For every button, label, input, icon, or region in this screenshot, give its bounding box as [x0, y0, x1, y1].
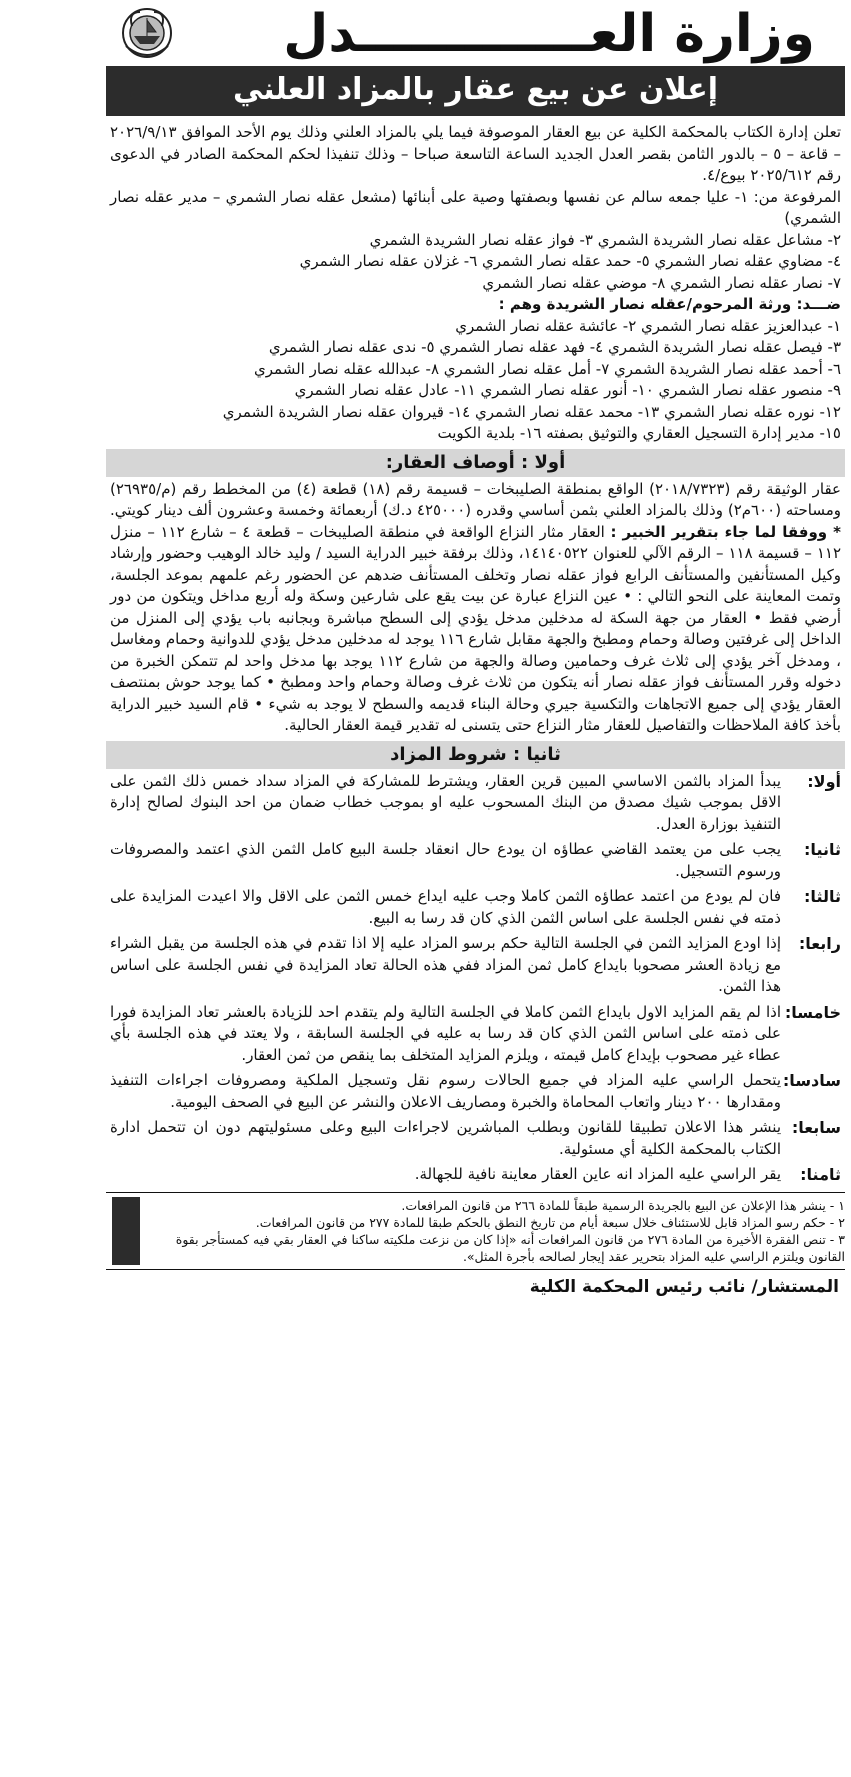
party-line: ٩- منصور عقله نصار الشمري ١٠- أنور عقله نصار الشمري ١١- عادل عقله نصار الشمري	[294, 381, 841, 399]
condition-text: ينشر هذا الاعلان تطبيقا للقانون وبطلب المباشرين لاجراءات البيع وعلى مسئوليتهم دون ان تتحمل ادارة الكتاب بالمحكمة الكلية أي مسئولية.	[110, 1118, 781, 1158]
condition-label: ثانيا:	[804, 840, 841, 859]
kuwait-emblem-icon	[118, 6, 176, 68]
section-heading-conditions: ثانيا : شروط المزاد	[106, 741, 845, 769]
signature: المستشار/ نائب رئيس المحكمة الكلية	[529, 1276, 839, 1297]
note-item: ١ - ينشر هذا الإعلان عن البيع بالجريدة الرسمية طبقاً للمادة ٢٦٦ من قانون المرافعات.	[401, 1197, 845, 1213]
ministry-name: وزارة العـــــــــــــدل	[283, 4, 815, 64]
party-line: ٢- مشاعل عقله نصار الشريدة الشمري ٣- فواز عقله نصار الشريدة الشمري	[369, 230, 841, 249]
notes-list	[140, 1197, 845, 1265]
party-line: ٣- فيصل عقله نصار الشريدة الشمري ٤- فهد عقله نصار الشمري ٥- ندى عقله نصار الشمري	[268, 338, 841, 356]
defendants-heading: ضـــد: ورثة المرحوم/عقله نصار الشريدة وهم :	[498, 295, 841, 313]
section-heading-description: أولا : أوصاف العقار:	[106, 449, 845, 477]
party-line: ٤- مضاوي عقله نصار الشمري ٥- حمد عقله نصار الشمري ٦- غزلان عقله نصار الشمري	[299, 252, 841, 270]
condition-text: فان لم يودع من اعتمد عطاؤه الثمن كاملا وجب عليه ايداع خمس الثمن على الاقل والا اعيدت المزايدة على ذمته في نفس الجلسة على اساس الثمن الذي كان قد رسا به البيع.	[110, 887, 781, 927]
note-item: ٣ - تنص الفقرة الأخيرة من المادة ٢٧٦ من قانون المرافعات أنه «إذا كان من نزعت ملكيته ساكنا في العقار بقي فيه كمستأجر بقوة القانون ويلتزم الراسي عليه المزاد بتحرير عقد إيجار لصالحه بأجرة المثل».	[175, 1231, 845, 1264]
property-description	[106, 479, 845, 737]
conditions-list	[106, 771, 845, 1186]
condition-item	[106, 886, 845, 929]
condition-label: أولا:	[807, 771, 841, 791]
plaintiffs: المرفوعة من: ١- عليا جمعه سالم عن نفسها وبصفتها وصية على أبنائها (مشعل عقله نصار الشمري – مدير عقله نصار الشمري)	[110, 187, 841, 227]
condition-item	[106, 771, 845, 836]
condition-text: يقر الراسي عليه المزاد انه عاين العقار معاينة نافية للجهالة.	[414, 1165, 781, 1183]
condition-item	[106, 1002, 845, 1067]
condition-label: سابعا:	[791, 1118, 841, 1137]
condition-text: اذا لم يقم المزايد الاول بايداع الثمن كاملا في الجلسة التالية ولم يتقدم احد للزيادة بالعشر تعاد المزايدة فورا على ذمته على اساس الثمن الذي كان قد رسا به عليه في الجلسة السابقة ، ولا يعتد في هذه الجلسة بأي عطاء غير مصحوب بإيداع كامل قيمته ، ويلزم المزايد المتخلف بما ينقص من ثمن العقار.	[110, 1002, 781, 1064]
announcement-page	[100, 0, 851, 1777]
intro-block	[106, 122, 845, 445]
condition-label: ثامنا:	[800, 1165, 841, 1184]
expert-report-label: * ووفقا لما جاء بتقرير الخبير :	[610, 522, 841, 541]
legal-notes	[106, 1192, 845, 1270]
condition-item	[106, 1070, 845, 1113]
condition-label: ثالثا:	[804, 887, 841, 906]
condition-item	[106, 933, 845, 998]
condition-label: رابعا:	[798, 934, 841, 953]
condition-text: يتحمل الراسي عليه المزاد في جميع الحالات رسوم نقل وتسجيل الملكية ومصروفات اجراءات التنفيذ ومقدارها ٢٠٠ دينار واتعاب المحاماة والخبرة ومصاريف الاعلان والنشر عن البيع في الصحف اليومية.	[110, 1071, 781, 1111]
condition-text: يجب على من يعتمد القاضي عطاؤه ان يودع حال انعقاد جلسة البيع كامل الثمن الذي اعتمد والمصروفات ورسوم التسجيل.	[110, 840, 781, 880]
party-line: ٧- نصار عقله نصار الشمري ٨- موضي عقله نصار الشمري	[482, 273, 841, 292]
condition-item	[106, 1117, 845, 1160]
condition-text: إذا اودع المزايد الثمن في الجلسة التالية حكم برسو المزاد عليه إلا اذا تقدم في هذه الجلسة من يقبل الشراء مع زيادة العشر مصحوبا بايداع كامل ثمن المزاد ففي هذه الحالة تعاد المزايدة في نفس الجلسة على اساس هذا الثمن.	[110, 934, 781, 995]
party-line: ١٢- نوره عقله نصار الشمري ١٣- محمد عقله نصار الشمري ١٤- قيروان عقله نصار الشريدة الشمري	[222, 402, 841, 421]
condition-text: يبدأ المزاد بالثمن الاساسي المبين قرين العقار، ويشترط للمشاركة في المزاد سداد خمس ذلك الثمن على الاقل بموجب شيك مصدق من البنك المسحوب عليه او بموجب خطاب ضمان من احد البنوك لصالح إدارة التنفيذ بوزارة العدل.	[110, 771, 781, 833]
condition-item	[106, 839, 845, 882]
party-line: ٦- أحمد عقله نصار الشريدة الشمري ٧- أمل عقله نصار الشمري ٨- عبدالله عقله نصار الشمري	[254, 359, 841, 378]
note-item: ٢ - حكم رسو المزاد قابل للاستئناف خلال سبعة أيام من تاريخ النطق بالحكم طبقا للمادة ٢٧٧ من قانون المرافعات.	[255, 1214, 845, 1230]
masthead	[106, 0, 845, 66]
condition-label: خامسا:	[784, 1002, 841, 1022]
intro-text: تعلن إدارة الكتاب بالمحكمة الكلية عن بيع العقار الموصوفة فيما يلي بالمزاد العلني وذلك يوم الأحد الموافق ٢٠٢٦/٩/١٣ – قاعة – ٥ – بالدور الثامن بقصر العدل الجديد الساعة التاسعة صباحا – وذلك تنفيذا لحكم المحكمة الصادر في الدعوى رقم ٢٠٢٥/٦١٢ بيوع/٤.	[110, 123, 841, 184]
expert-report-text: العقار مثار النزاع الواقعة في منطقة الصليبخات – قطعة ٤ – شارع ١١٢ – منزل ١١٢ – قسيمة ١١٨ – الرقم الآلي للعنوان ١٤١٤٠٥٢٢، وذلك برفقة خبير الدراية السيد / وليد خالد الوهيب وحضور وإرشاد وكيل المستأنفين والمستأنف الرابع فواز عقله نصار وتخلف المستأنف ضدهم عن الحضور رغم علمهم بموعد الجلسة، وتمت المعاينة على النحو التالي : • عين النزاع عبارة عن بيت يقع على شارعين وسكة وله أربع مداخل ويتكون من دور أرضي فقط • العقار من جهة السكة له مدخلين مدخل يؤدي إلى السطح مباشرة وبجانبه باب يؤدي إلى المنزل من الداخل إلى غرفتين وصالة وحمام ومطبخ والجهة مقابل شارع ١١٦ يوجد له مدخلين مدخل يؤدي للدوانية وحمام ومغاسل ، ومدخل آخر يؤدي إلى ثلاث غرف وحمامين وصالة والجهة من شارع ١١٢ يوجد بها مدخل واحد لم تتمكن الخبرة من دخوله وقرر المستأنف فواز عقله نصار أنه يتكون من ثلاث غرف وصالة وحمام واحد ومطبخ • كما يوجد حوش بمنتصف العقار يؤدي إلى جميع الاتجاهات والتكسية جيري وحالة البناء قديمه والسطح لا يوجد به شيء • قام السيد خبير الدراية بأخذ كافة الملاحظات والتفاصيل للعقار مثار النزاع حتى يتسنى له تقدير قيمة العقار الحالية.	[110, 522, 841, 734]
party-line: ١٥- مدير إدارة التسجيل العقاري والتوثيق بصفته ١٦- بلدية الكويت	[437, 424, 841, 442]
party-line: ١- عبدالعزيز عقله نصار الشمري ٢- عائشة عقله نصار الشمري	[455, 316, 841, 335]
condition-label: سادسا:	[782, 1071, 841, 1090]
announcement-title: إعلان عن بيع عقار بالمزاد العلني	[106, 66, 845, 116]
notes-side-bar	[112, 1197, 140, 1265]
condition-item	[106, 1164, 845, 1186]
property-text: عقار الوثيقة رقم (٢٠١٨/٧٣٢٣) الواقع بمنطقة الصليبخات – قسيمة رقم (١٨) قطعة (٤) من المخطط رقم (م/٢٦٩٣٥) ومساحته (٦٠٠م٢) وذلك بالمزاد العلني بثمن أساسي وقدره (٤٢٥٠٠٠ د.ك) أربعمائة وخمسة وعشرون ألف دينار كويتي.	[110, 479, 841, 519]
